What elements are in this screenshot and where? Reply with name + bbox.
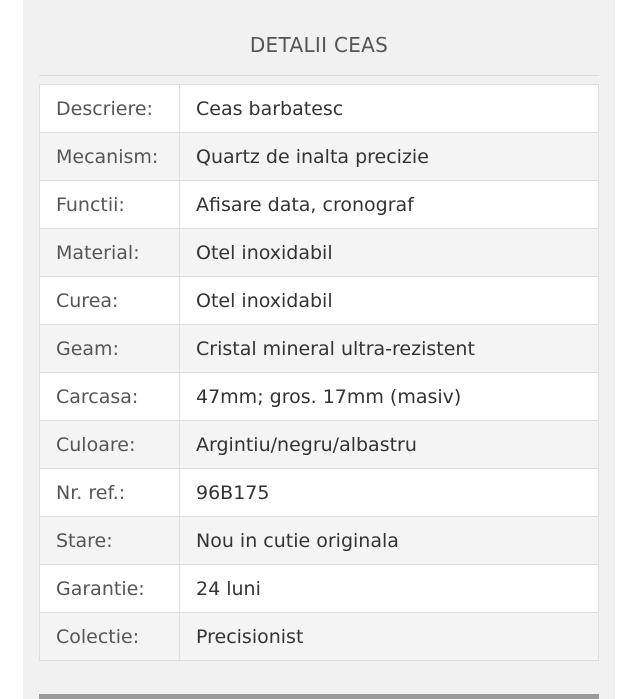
spec-label: Culoare:	[40, 421, 180, 469]
spec-value: Precisionist	[180, 613, 599, 661]
table-row	[40, 517, 599, 565]
table-row	[40, 229, 599, 277]
table-row	[40, 421, 599, 469]
spec-value: Ceas barbatesc	[180, 85, 599, 133]
spec-value: Afisare data, cronograf	[180, 181, 599, 229]
spec-label: Carcasa:	[40, 373, 180, 421]
spec-label: Descriere:	[40, 85, 180, 133]
table-row	[40, 373, 599, 421]
spec-label: Geam:	[40, 325, 180, 373]
table-row	[40, 565, 599, 613]
table-row	[40, 133, 599, 181]
spec-value: 24 luni	[180, 565, 599, 613]
spec-label: Functii:	[40, 181, 180, 229]
table-row	[40, 325, 599, 373]
spec-value: Otel inoxidabil	[180, 229, 599, 277]
spec-value: Quartz de inalta precizie	[180, 133, 599, 181]
spec-label: Garantie:	[40, 565, 180, 613]
spec-label: Mecanism:	[40, 133, 180, 181]
watch-details-panel	[23, 0, 615, 699]
spec-value: Argintiu/negru/albastru	[180, 421, 599, 469]
panel-title: DETALII CEAS	[249, 33, 389, 57]
spec-value: Otel inoxidabil	[180, 277, 599, 325]
footer-bar	[39, 694, 599, 699]
title-divider	[39, 75, 599, 76]
spec-value: 47mm; gros. 17mm (masiv)	[180, 373, 599, 421]
table-row	[40, 181, 599, 229]
spec-value: Cristal mineral ultra-rezistent	[180, 325, 599, 373]
spec-label: Curea:	[40, 277, 180, 325]
spec-label: Colectie:	[40, 613, 180, 661]
spec-label: Material:	[40, 229, 180, 277]
spec-value: 96B175	[180, 469, 599, 517]
table-row	[40, 277, 599, 325]
table-row	[40, 85, 599, 133]
spec-label: Stare:	[40, 517, 180, 565]
spec-value: Nou in cutie originala	[180, 517, 599, 565]
table-row	[40, 613, 599, 661]
specs-table	[39, 84, 599, 661]
spec-label: Nr. ref.:	[40, 469, 180, 517]
table-row	[40, 469, 599, 517]
